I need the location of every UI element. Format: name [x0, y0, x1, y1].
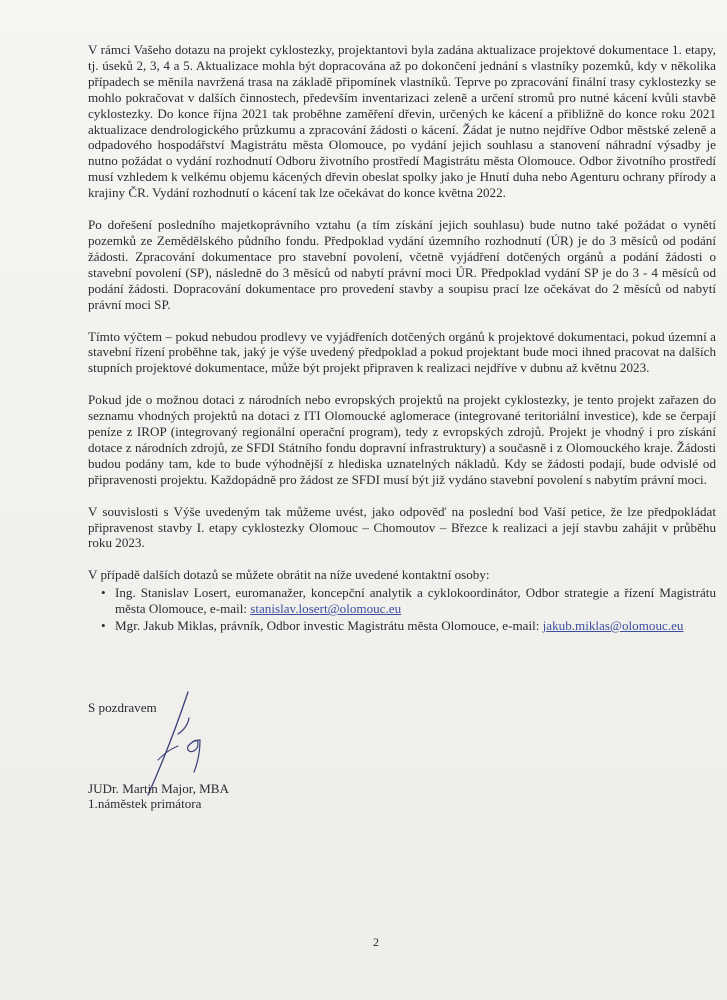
- email-link[interactable]: jakub.miklas@olomouc.eu: [542, 618, 684, 634]
- email-link[interactable]: stanislav.losert@olomouc.eu: [250, 601, 402, 617]
- page-number: 2: [373, 935, 379, 949]
- paragraph-conclusion: V souvislosti s Výše uvedeným tak můžeme uvést, jako odpověď na poslední bod Vaší petice, že lze předpokládat připravenost stavby I. etapy cyklostezky Olomouc – Chomoutov – Březce k realizaci a její stavbu zahájit v průběhu roku 2023.: [88, 503, 716, 551]
- contact-item: [101, 585, 716, 617]
- contacts-intro: V případě dalších dotazů se můžete obrátit na níže uvedené kontaktní osoby:: [88, 567, 490, 583]
- paragraph-project-update: V rámci Vašeho dotazu na projekt cyklostezky, projektantovi byla zadána aktualizace projektové dokumentace 1. etapy, tj. úseků 2, 3, 4 a 5. Aktualizace mohla být dopracována až po dokončení jednání s vlastníky pozemků, kdy v několika případech se měnila navržená trasa na základě připomínek vlastníků. Teprve po zpracování finální trasy cyklostezky se mohlo pokračovat v dalších činnostech, především inventarizaci zeleně a určení stromů pro nutné kácení kvůli stavbě cyklostezky. Do konce října 2021 tak proběhne zaměření dřevin, určených ke kácení a přibližně do konce roku 2021 aktualizace dendrologického průzkumu a zpracování žádosti o kácení. Žádat je nutno nejdříve Odbor městské zeleně a odpadového hospodářství Magistrátu města Olomouce, po vydání jejich souhlasu a stanovení náhradní výsadby je nutno požádat o vydání rozhodnutí Odboru životního prostředí Magistrátu města Olomouce. Odbor životního prostředí musí vzhledem k velkému objemu kácených dřevin obeslat spolky jako je Hnutí duha nebo Agenturu ochrany přírody a krajiny ČR. Vydání rozhodnutí o kácení tak lze očekávat do konce května 2022.: [88, 42, 716, 201]
- paragraph-timeline: Tímto výčtem – pokud nebudou prodlevy ve vyjádřeních dotčených orgánů k projektové dokumentaci, pokud územní a stavební řízení proběhne tak, jaký je výše uvedený předpoklad a pokud projektant bude moci ihned pracovat na dalších stupních projektové dokumentace, může být projekt připraven k realizaci nejdříve v dubnu až květnu 2023.: [88, 328, 716, 376]
- bullet-icon: •: [101, 618, 106, 634]
- contact-description: Mgr. Jakub Miklas, právník, Odbor investic Magistrátu města Olomouce, e-mail:: [115, 618, 543, 634]
- paragraph-funding: Pokud jde o možnou dotaci z národních nebo evropských projektů na projekt cyklostezky, je tento projekt zařazen do seznamu vhodných projektů na dotaci z ITI Olomoucké aglomerace (integrované teritoriální investice), kde se čerpají peníze z IROP (integrovaný regionální operační program), tedy z evropských zdrojů. Projekt je vhodný i pro získání dotace z národních zdrojů, ze SFDI Státního fondu dopravní infrastruktury) a současně i z Olomouckého kraje. Žádosti budou podány tam, kde to bude výhodnější z hlediska uznatelných nákladů. Kdy se žádosti podají, bude odvislé od připravenosti projektu. Každopádně pro žádost ze SFDI musí být již vydáno stavební povolení s nabytím právní moci.: [88, 392, 716, 487]
- closing-greeting: S pozdravem: [88, 700, 157, 715]
- contact-description: Ing. Stanislav Losert, euromanažer, koncepční analytik a cyklokoordinátor, Odbor strategie a řízení Magistrátu města Olomouce, e-mail:: [115, 585, 716, 617]
- paragraph-permits: Po dořešení posledního majetkoprávního vztahu (a tím získání jejich souhlasu) bude nutno také požádat o vynětí pozemků ze Zemědělského půdního fondu. Předpoklad vydání územního rozhodnutí (ÚR) je do 3 měsíců od podání žádosti. Zpracování dokumentace pro stavební povolení, včetně vyjádření dotčených orgánů a podání žádosti o stavební povolení (SP), následně do 3 měsíců od nabytí právní moci ÚR. Předpoklad vydání SP je do 3 - 4 měsíců od podání žádosti. Dopracování dokumentace pro provedení stavby a soupisu prací lze očekávat do 2 měsíců od nabytí právní moci SP.: [88, 217, 716, 312]
- signer-name: JUDr. Martin Major, MBA: [88, 781, 229, 796]
- contact-list: [88, 585, 716, 634]
- bullet-icon: •: [101, 585, 106, 601]
- contact-item: [101, 618, 716, 634]
- letter-body: [88, 42, 716, 635]
- signer-role: 1.náměstek primátora: [88, 796, 202, 811]
